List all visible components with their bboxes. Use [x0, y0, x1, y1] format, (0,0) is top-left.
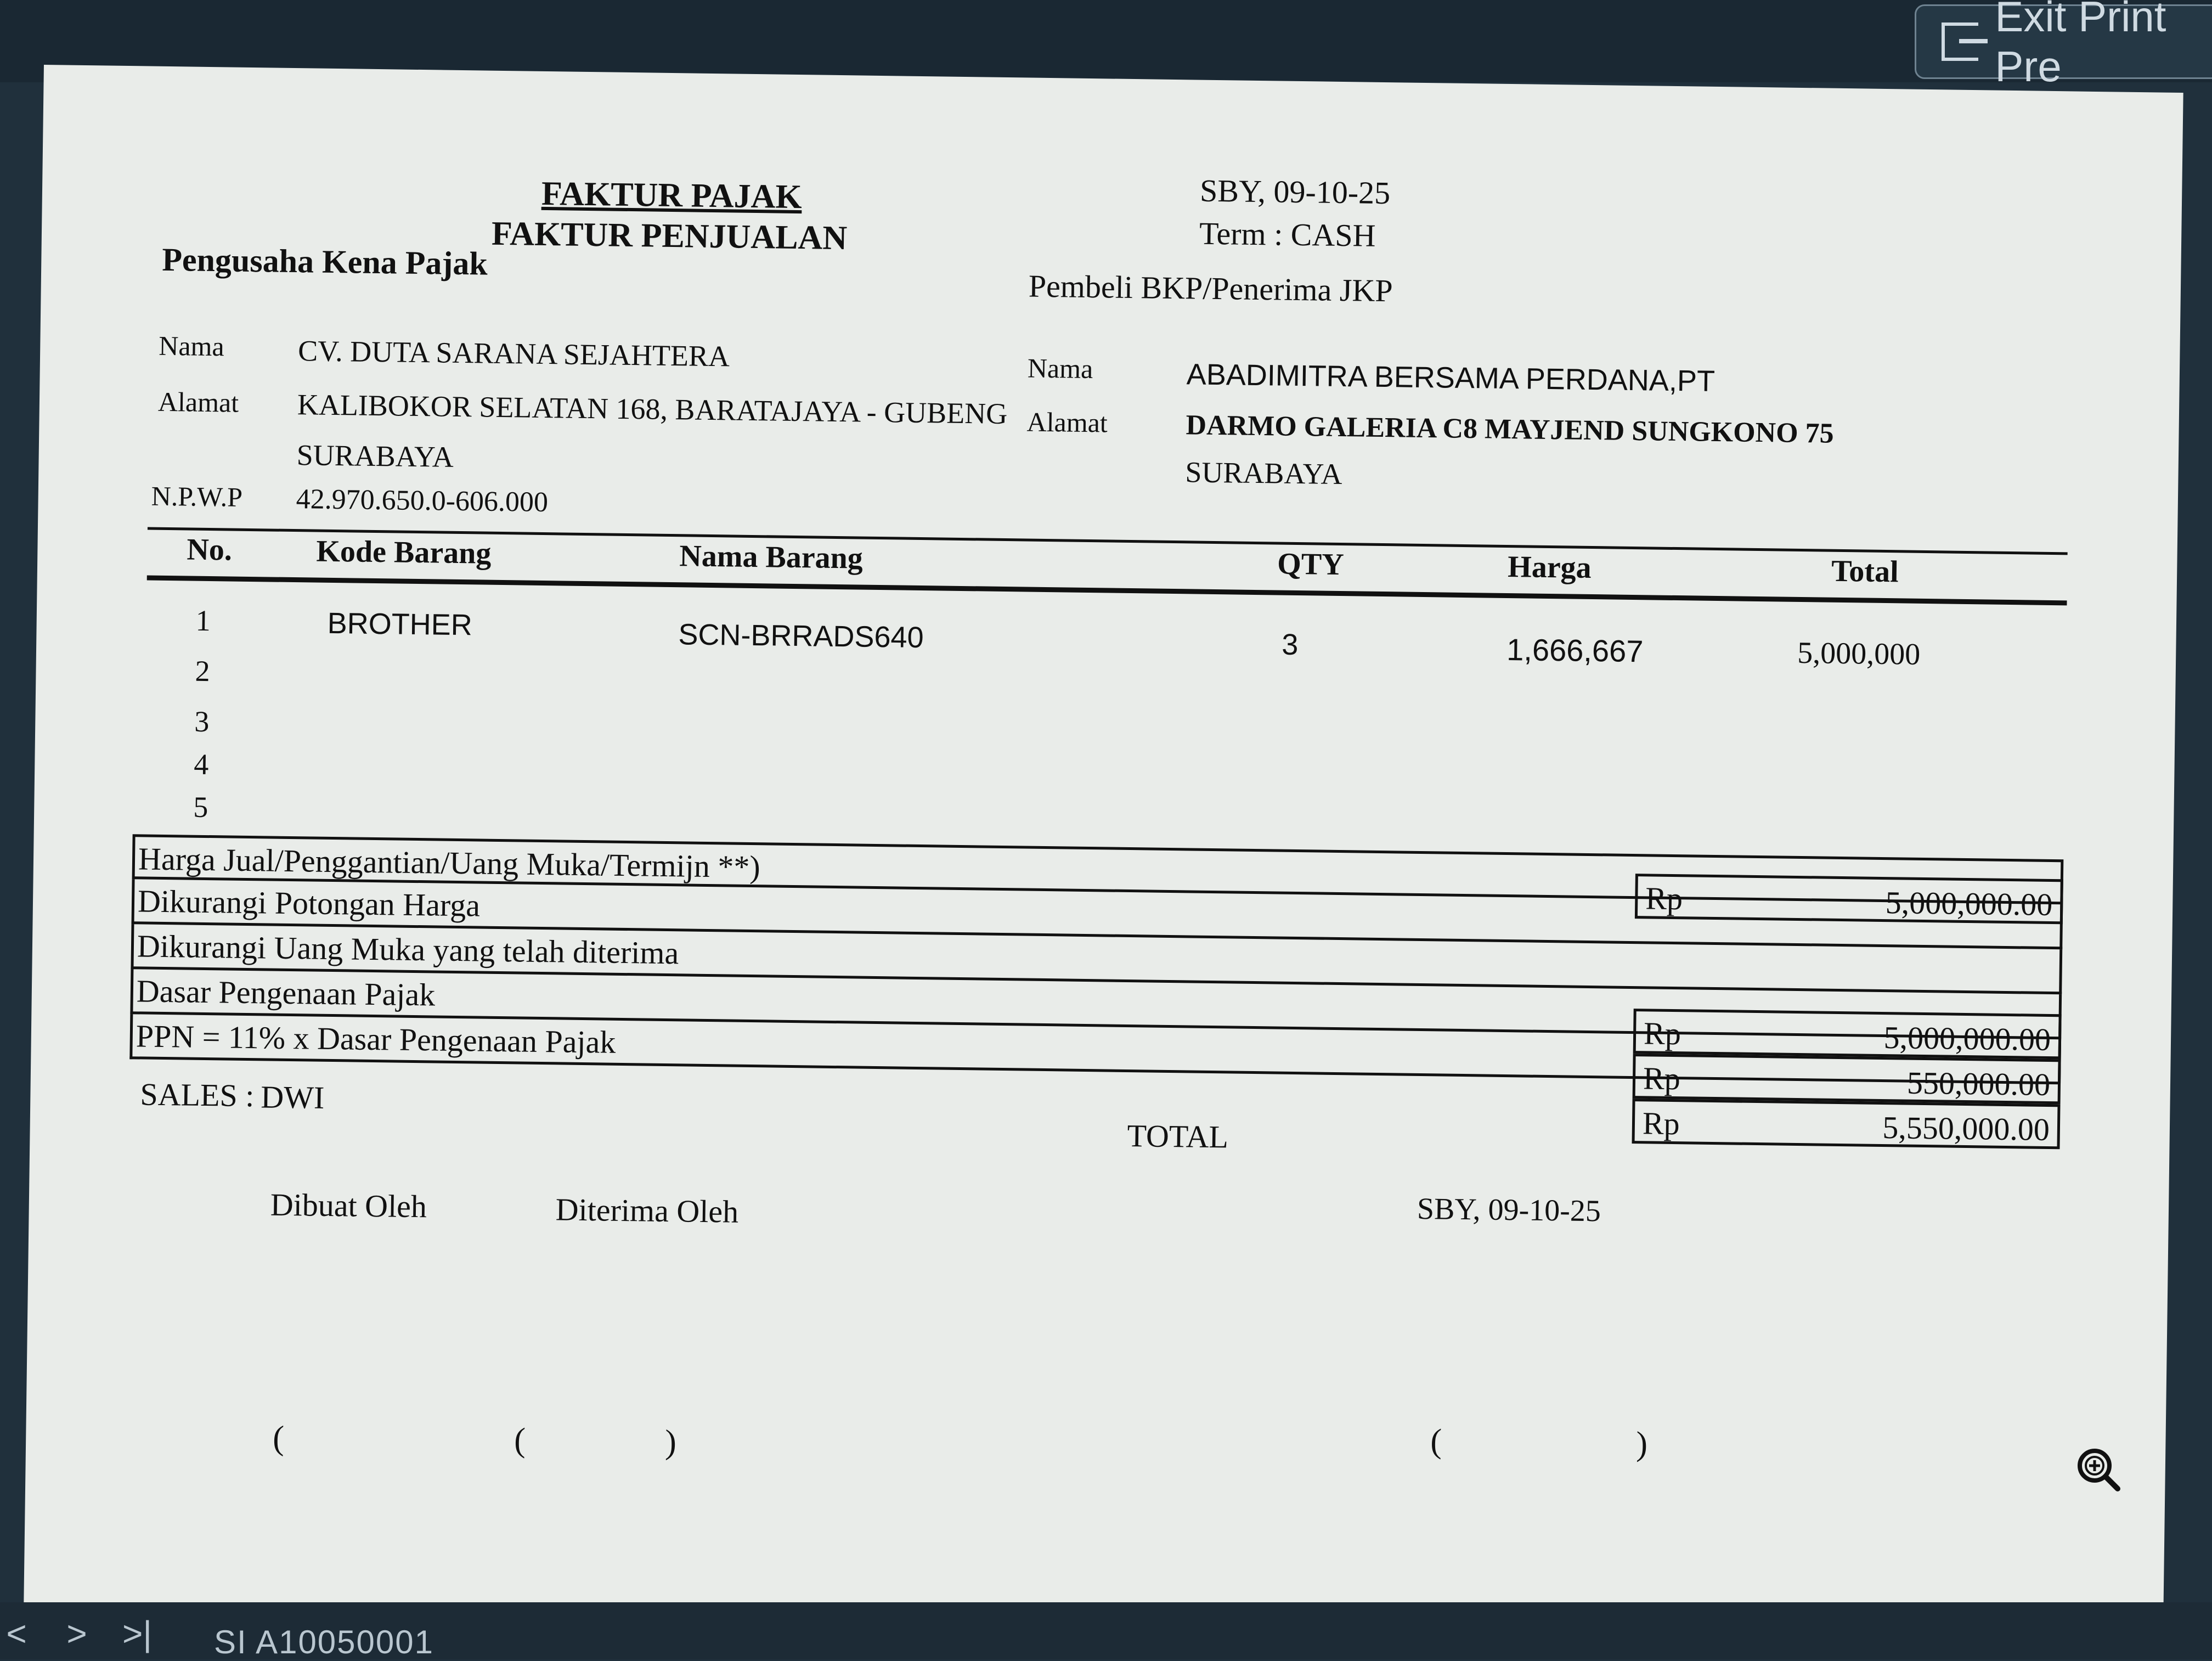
summary-label: Harga Jual/Penggantian/Uang Muka/Termijn **)	[138, 841, 761, 885]
exit-print-preview-button[interactable]	[1915, 0, 2212, 91]
row-qty: 3	[1281, 628, 1299, 662]
dpp-cell	[1633, 1009, 2062, 1059]
summary-label: Dasar Pengenaan Pajak	[136, 973, 436, 1013]
harga-jual-amount: 5,000,000.00	[1885, 885, 2053, 923]
summary-label: PPN = 11% x Dasar Pengenaan Pajak	[136, 1018, 616, 1060]
row-harga: 1,666,667	[1506, 632, 1644, 669]
sales-name: DWI	[260, 1079, 325, 1116]
summary-label: Dikurangi Potongan Harga	[137, 883, 481, 924]
seller-alamat-line1: KALIBOKOR SELATAN 168, BARATAJAYA - GUBENG	[297, 388, 1008, 431]
ppn-amount: 550,000.00	[1906, 1065, 2051, 1103]
seller-npwp-label: N.P.W.P	[151, 480, 243, 513]
col-kode-barang: Kode Barang	[316, 534, 492, 571]
row-kode: BROTHER	[327, 606, 473, 642]
currency-label: Rp	[1643, 1015, 1681, 1052]
row-no: 2	[195, 654, 210, 688]
seller-alamat-label: Alamat	[157, 386, 239, 418]
dibuat-oleh-label: Dibuat Oleh	[270, 1186, 427, 1225]
title-faktur-penjualan: FAKTUR PENJUALAN	[491, 215, 848, 257]
sign-bracket-open: (	[1430, 1422, 1442, 1460]
dpp-amount: 5,000,000.00	[1883, 1020, 2051, 1058]
currency-label: Rp	[1645, 880, 1683, 917]
signature-date: SBY, 09-10-25	[1417, 1191, 1601, 1229]
sign-bracket-open: (	[272, 1419, 285, 1457]
invoice-page	[24, 65, 2183, 1637]
harga-jual-cell	[1635, 874, 2063, 924]
invoice-date: SBY, 09-10-25	[1199, 172, 1391, 211]
header-rule-bottom	[147, 576, 2067, 606]
row-no: 1	[195, 604, 211, 638]
exit-label: Exit Print Pre	[1995, 0, 2166, 91]
row-no: 3	[194, 705, 210, 739]
prev-page-icon[interactable]: <	[6, 1614, 27, 1653]
currency-label: Rp	[1643, 1060, 1681, 1097]
summary-label: Dikurangi Uang Muka yang telah diterima	[137, 928, 679, 971]
seller-heading: Pengusaha Kena Pajak	[161, 241, 488, 282]
page-navigation-bar	[0, 1602, 2212, 1659]
buyer-alamat-line1: DARMO GALERIA C8 MAYJEND SUNGKONO 75	[1186, 409, 1835, 449]
ppn-cell	[1633, 1054, 2061, 1104]
next-page-icon[interactable]: >	[66, 1614, 87, 1653]
col-total: Total	[1831, 554, 1899, 589]
col-harga: Harga	[1507, 550, 1592, 585]
total-amount: 5,550,000.00	[1882, 1110, 2050, 1148]
sales-label: SALES :	[140, 1076, 255, 1114]
row-nama: SCN-BRRADS640	[678, 618, 924, 655]
seller-alamat-line2: SURABAYA	[296, 438, 454, 474]
total-label: TOTAL	[1127, 1118, 1229, 1155]
exit-icon	[1942, 22, 1978, 61]
payment-term: Term : CASH	[1199, 215, 1376, 254]
seller-npwp: 42.970.650.0-606.000	[296, 483, 549, 519]
seller-nama-label: Nama	[158, 330, 225, 362]
total-cell	[1632, 1099, 2061, 1149]
sign-bracket-close: )	[1635, 1425, 1648, 1463]
col-nama-barang: Nama Barang	[679, 539, 864, 576]
sign-bracket-open: (	[514, 1421, 526, 1459]
buyer-nama-label: Nama	[1027, 352, 1093, 385]
buyer-alamat-label: Alamat	[1026, 406, 1108, 438]
document-id: SI A10050001	[214, 1624, 435, 1660]
title-faktur-pajak: FAKTUR PAJAK	[541, 174, 803, 216]
row-total: 5,000,000	[1797, 635, 1921, 672]
diterima-oleh-label: Diterima Oleh	[555, 1191, 739, 1230]
buyer-alamat-line2: SURABAYA	[1185, 455, 1342, 491]
last-page-icon[interactable]: >|	[122, 1614, 152, 1653]
seller-nama: CV. DUTA SARANA SEJAHTERA	[297, 334, 730, 373]
row-no: 4	[193, 747, 209, 781]
col-qty: QTY	[1277, 547, 1345, 582]
col-no: No.	[187, 532, 233, 567]
buyer-heading: Pembeli BKP/Penerima JKP	[1028, 268, 1393, 309]
row-no: 5	[193, 790, 208, 824]
buyer-nama: ABADIMITRA BERSAMA PERDANA,PT	[1186, 358, 1716, 398]
currency-label: Rp	[1642, 1105, 1680, 1142]
sign-bracket-close: )	[664, 1423, 677, 1461]
zoom-in-icon[interactable]	[2075, 1446, 2121, 1492]
